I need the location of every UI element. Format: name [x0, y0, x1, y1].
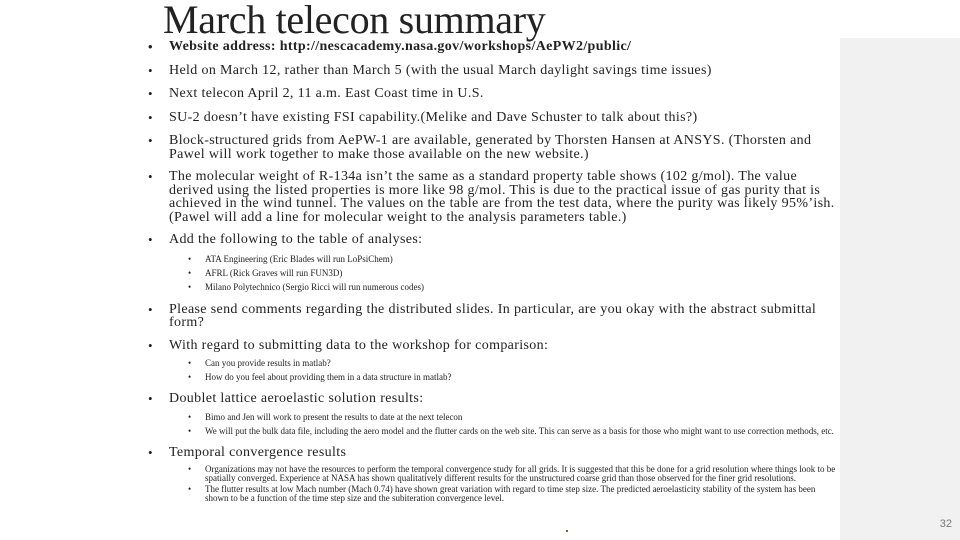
bullet-su2: [148, 111, 840, 125]
bullet-grids: [148, 134, 840, 161]
bullet-text: The molecular weight of R-134a isn’t the same as a standard property table shows (102 g/mol). The value derived using the listed properties is more like 98 g/mol. This is due to the practical issue of gas purity that is achieved in the wind tunnel. The values on the table are from the test data, where the purity was likely 95%’ish. (Pawel will add a line for molecular weight to the analysis parameters table.): [169, 169, 835, 225]
sub-bullet-list: [169, 465, 840, 502]
bullet-comments: [148, 303, 840, 330]
slide-title: March telecon summary: [163, 0, 546, 42]
bullet-text: SU-2 doesn’t have existing FSI capability.(Melike and Dave Schuster to talk about this?): [169, 109, 698, 125]
sub-bullet-text: ATA Engineering (Eric Blades will run LoPsiChem): [205, 253, 393, 264]
sub-bullet: [188, 426, 840, 436]
bullet-text: Held on March 12, rather than March 5 (with the usual March daylight savings time issues): [169, 62, 712, 78]
decorative-dot: [566, 530, 568, 532]
bullet-doublet-lattice: [148, 392, 840, 436]
sub-bullet: [188, 485, 840, 502]
sub-bullet-text: How do you feel about providing them in a data structure in matlab?: [205, 372, 452, 382]
bullet-temporal-convergence: [148, 446, 840, 503]
sub-bullet-text: Milano Polytechnico (Sergio Ricci will run numerous codes): [205, 281, 425, 292]
bullet-website: [148, 40, 840, 54]
sub-bullet-list: [169, 254, 840, 292]
sub-bullet: [188, 268, 840, 278]
bullet-text: Block-structured grids from AePW-1 are available, generated by Thorsten Hansen at ANSYS. (Thorsten and Pawel will work together to make those available on the new website.): [169, 133, 812, 162]
bullet-text: With regard to submitting data to the workshop for comparison:: [169, 337, 549, 353]
sub-bullet-list: [169, 358, 840, 382]
slide-body: [148, 36, 840, 536]
bullet-held-date: [148, 64, 840, 78]
sub-bullet: [188, 282, 840, 292]
sub-bullet-text: AFRL (Rick Graves will run FUN3D): [205, 267, 343, 278]
sub-bullet-list: [169, 412, 840, 436]
page-number: 32: [939, 518, 952, 530]
bullet-add-analyses: [148, 233, 840, 292]
bullet-submitting-data: [148, 339, 840, 383]
bullet-text: Please send comments regarding the distributed slides. In particular, are you okay with the abstract submittal form?: [169, 301, 817, 330]
sub-bullet-text: Can you provide results in matlab?: [205, 358, 331, 368]
sub-bullet-text: Bimo and Jen will work to present the results to date at the next telecon: [205, 411, 463, 422]
bullet-list: [148, 40, 840, 502]
bullet-text: Add the following to the table of analyses:: [169, 232, 423, 247]
bullet-molecular-weight: [148, 170, 840, 224]
sub-bullet-text: Organizations may not have the resources to perform the temporal convergence study for all grids. It is suggested that this be done for a grid resolution where things look to be spatially converged. Experience at NASA has shown qualitatively different results for the unstructured coarse grid than those observed for the finer grid resolutions.: [205, 464, 836, 483]
sub-bullet: [188, 372, 840, 382]
sub-bullet: [188, 412, 840, 422]
sub-bullet-text: The flutter results at low Mach number (Mach 0.74) have shown great variation with regard to time step size. The predicted aeroelasticity stability of the system has been shown to be a function of the time step size and the subiteration convergence level.: [205, 484, 816, 503]
right-margin-panel: [840, 38, 960, 540]
bullet-next-telecon: [148, 87, 840, 101]
bullet-text: Temporal convergence results: [169, 444, 347, 460]
bullet-text: Doublet lattice aeroelastic solution results:: [169, 391, 424, 406]
sub-bullet-text: We will put the bulk data file, including the aero model and the flutter cards on the web site. This can serve as a basis for those who might want to use correction methods, etc.: [205, 425, 834, 436]
bullet-text: Next telecon April 2, 11 a.m. East Coast time in U.S.: [169, 86, 484, 101]
sub-bullet: [188, 465, 840, 482]
bullet-text: Website address: http://nescacademy.nasa.gov/workshops/AePW2/public/: [169, 39, 632, 54]
sub-bullet: [188, 254, 840, 264]
sub-bullet: [188, 358, 840, 368]
